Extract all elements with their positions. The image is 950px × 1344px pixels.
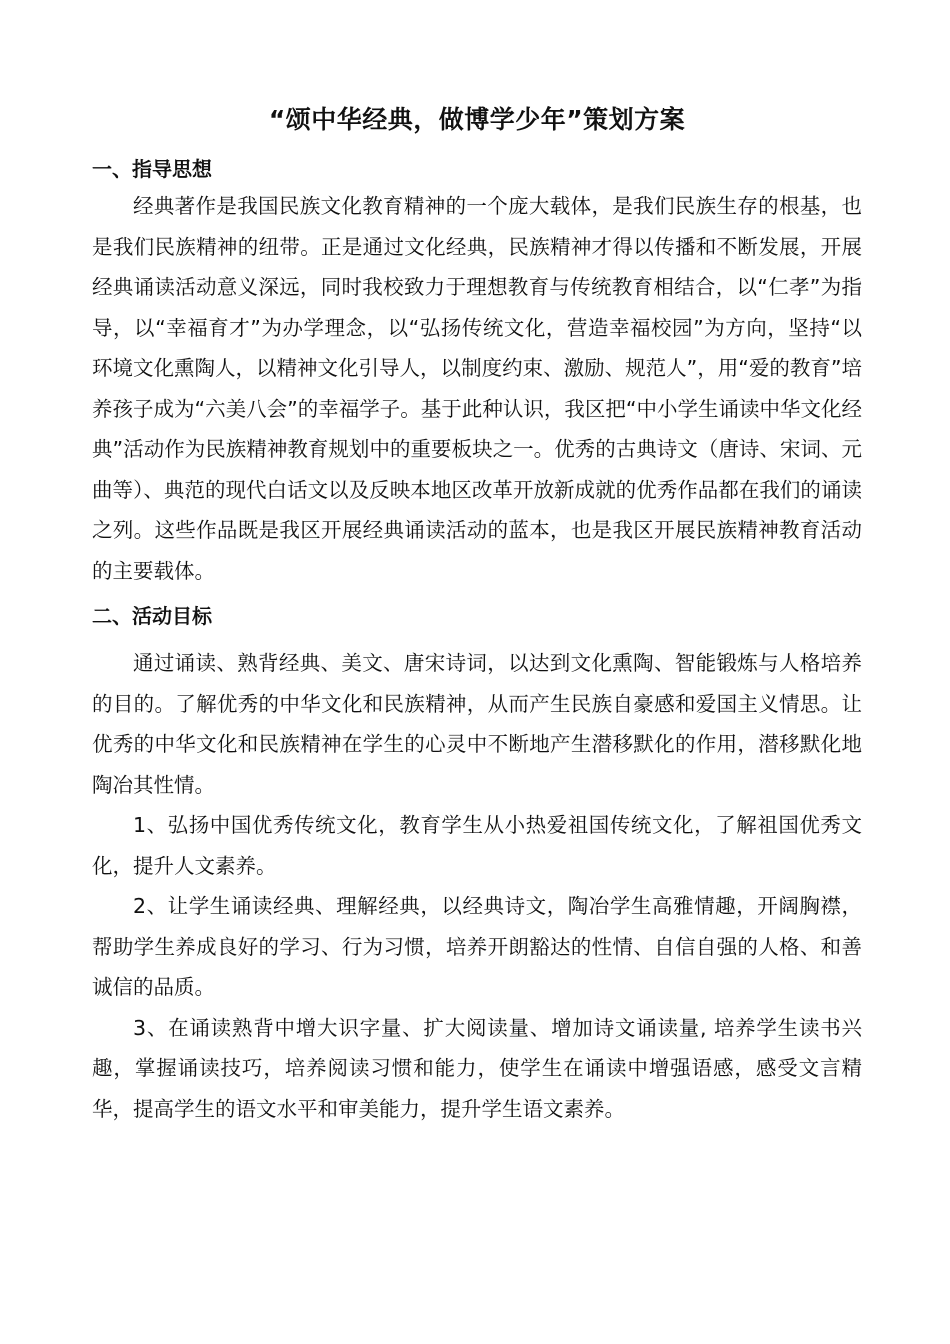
paragraph-goal-3: 3、在诵读熟背中增大识字量、扩大阅读量、增加诗文诵读量, 培养学生读书兴趣，掌握诵读技巧，培养阅读习惯和能力，使学生在诵读中增强语感，感受文言精华，提高学生的语文水平和审美能力，提升学生语文素养。: [92, 1015, 862, 1121]
document-page: [92, 100, 862, 1129]
paragraph-guiding-ideology: 经典著作是我国民族文化教育精神的一个庞大载体，是我们民族生存的根基，也是我们民族精神的纽带。正是通过文化经典，民族精神才得以传播和不断发展，开展经典诵读活动意义深远，同时我校致力于理想教育与传统教育相结合，以“仁孝”为指导，以“幸福育才”为办学理念，以“弘扬传统文化，营造幸福校园”为方向，坚持“以环境文化熏陶人，以精神文化引导人，以制度约束、激励、规范人”，用“爱的教育”培养孩子成为“六美八会”的幸福学子。基于此种认识，我区把“中小学生诵读中华文化经典”活动作为民族精神教育规划中的重要板块之一。优秀的古典诗文（唐诗、宋词、元曲等）、典范的现代白话文以及反映本地区改革开放新成就的优秀作品都在我们的诵读之列。这些作品既是我区开展经典诵读活动的蓝本，也是我区开展民族精神教育活动的主要载体。: [92, 194, 862, 583]
section-heading-activity-goals: 二、活动目标: [92, 604, 212, 628]
paragraph-goals-intro: 通过诵读、熟背经典、美文、唐宋诗词，以达到文化熏陶、智能锻炼与人格培养的目的。了解优秀的中华文化和民族精神，从而产生民族自豪感和爱国主义情思。让优秀的中华文化和民族精神在学生的心灵中不断地产生潜移默化的作用，潜移默化地陶冶其性情。: [92, 651, 862, 797]
paragraph-goal-1: 1、弘扬中国优秀传统文化，教育学生从小热爱祖国传统文化，了解祖国优秀文化，提升人文素养。: [92, 813, 862, 878]
document-title: “颂中华经典，做博学少年”策划方案: [268, 105, 686, 134]
paragraph-goal-2: 2、让学生诵读经典、理解经典，以经典诗文，陶冶学生高雅情趣，开阔胸襟，帮助学生养成良好的学习、行为习惯，培养开朗豁达的性情、自信自强的人格、和善诚信的品质。: [92, 894, 862, 999]
section-heading-guiding-ideology: 一、指导思想: [92, 157, 212, 181]
